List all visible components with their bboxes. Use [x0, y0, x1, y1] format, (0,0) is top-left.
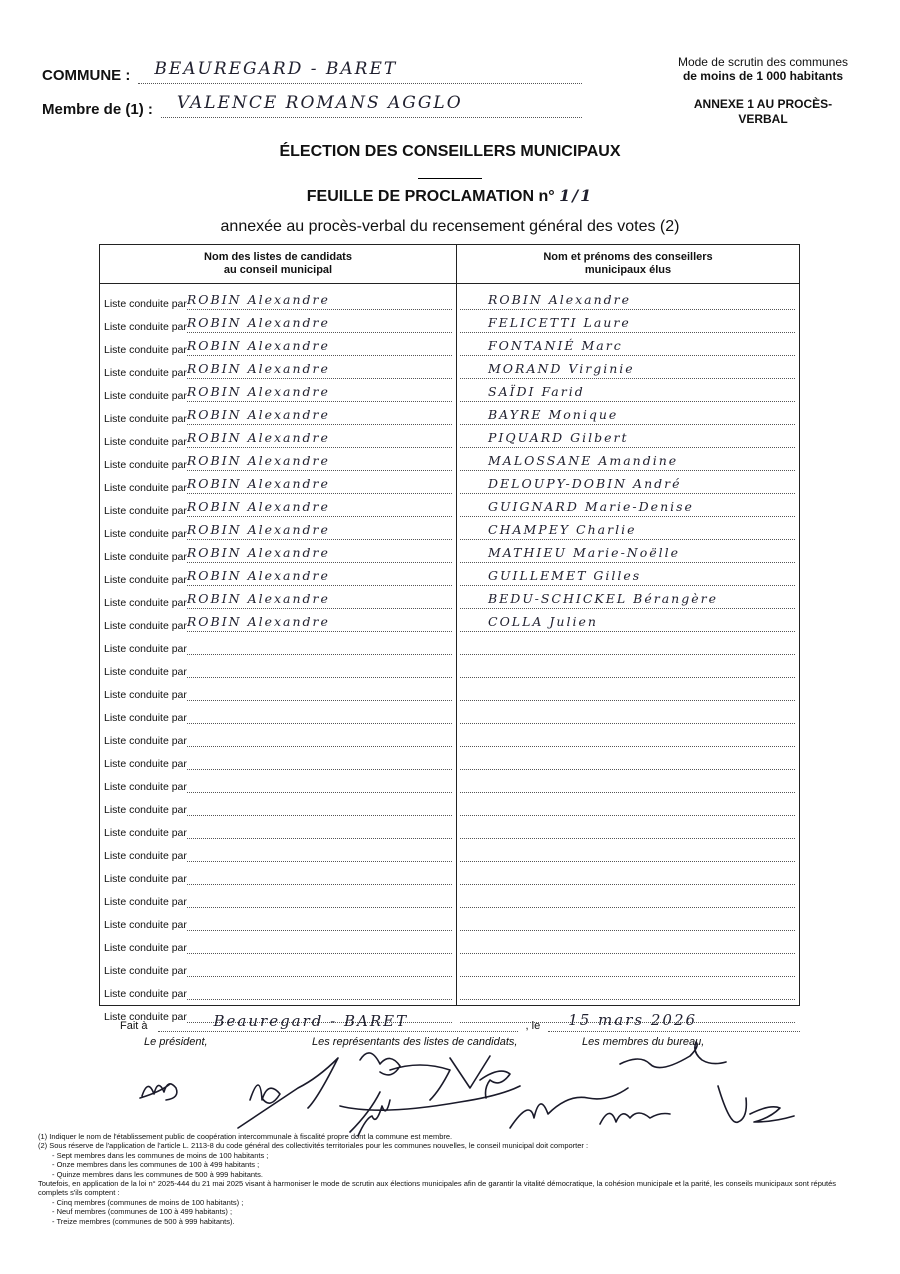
list-head-name	[187, 935, 452, 954]
elected-cell	[456, 912, 799, 931]
list-cell	[100, 475, 456, 494]
list-prefix: Liste conduite par	[104, 344, 187, 356]
elected-cell	[456, 682, 799, 701]
list-prefix: Liste conduite par	[104, 620, 187, 632]
table-row	[100, 402, 799, 425]
annex-line-2: VERBAL	[738, 112, 788, 126]
list-prefix: Liste conduite par	[104, 436, 187, 448]
elected-name	[460, 682, 795, 701]
elected-name	[460, 820, 795, 839]
list-head-name	[187, 774, 452, 793]
representative-signature-6	[600, 1113, 670, 1124]
list-prefix: Liste conduite par	[104, 781, 187, 793]
list-prefix: Liste conduite par	[104, 942, 187, 954]
membre-label: Membre de (1) :	[42, 101, 153, 118]
list-prefix: Liste conduite par	[104, 459, 187, 471]
elected-name: FELICETTI Laure	[460, 314, 795, 333]
list-cell	[100, 337, 456, 356]
commune-value: BEAUREGARD - BARET	[138, 59, 582, 84]
representative-signature-5	[510, 1088, 628, 1128]
table-row	[100, 931, 799, 954]
list-prefix: Liste conduite par	[104, 988, 187, 1000]
list-prefix: Liste conduite par	[104, 321, 187, 333]
elected-name: BEDU-SCHICKEL Bérangère	[460, 590, 795, 609]
footnote-2-item-2: - Onze membres dans les communes de 100 à 499 habitants ;	[52, 1160, 260, 1170]
list-prefix: Liste conduite par	[104, 689, 187, 701]
annex-label	[668, 97, 858, 127]
president-signature	[140, 1084, 177, 1100]
list-cell	[100, 889, 456, 908]
list-cell	[100, 406, 456, 425]
bureau-signature-1	[620, 1042, 726, 1068]
column-header-lists-line-1: Nom des listes de candidats	[204, 251, 352, 263]
elected-name: MATHIEU Marie-Noëlle	[460, 544, 795, 563]
list-head-name: ROBIN Alexandre	[187, 337, 452, 356]
footnotes	[38, 1132, 858, 1226]
list-prefix: Liste conduite par	[104, 965, 187, 977]
proclamation-title	[0, 186, 900, 206]
elected-name	[460, 889, 795, 908]
list-cell	[100, 567, 456, 586]
table-row	[100, 287, 799, 310]
representative-signature-1	[238, 1058, 338, 1128]
list-head-name: ROBIN Alexandre	[187, 360, 452, 379]
table-row	[100, 379, 799, 402]
elected-name: CHAMPEY Charlie	[460, 521, 795, 540]
table-row	[100, 793, 799, 816]
elected-cell	[456, 866, 799, 885]
list-cell	[100, 429, 456, 448]
elected-cell	[456, 383, 799, 402]
elected-cell	[456, 728, 799, 747]
proclamation-number: 1/1	[559, 186, 594, 205]
list-prefix: Liste conduite par	[104, 1011, 187, 1023]
list-head-name	[187, 659, 452, 678]
elected-name: GUILLEMET Gilles	[460, 567, 795, 586]
elected-cell	[456, 291, 799, 310]
representative-signature-4	[450, 1056, 510, 1098]
list-cell	[100, 544, 456, 563]
elected-name: MALOSSANE Amandine	[460, 452, 795, 471]
elected-name	[460, 843, 795, 862]
list-prefix: Liste conduite par	[104, 643, 187, 655]
table-row	[100, 747, 799, 770]
list-cell	[100, 590, 456, 609]
list-cell	[100, 521, 456, 540]
elected-cell	[456, 797, 799, 816]
list-head-name	[187, 682, 452, 701]
list-prefix: Liste conduite par	[104, 413, 187, 425]
list-cell	[100, 452, 456, 471]
elected-cell	[456, 498, 799, 517]
footnote-1: (1) Indiquer le nom de l'établissement public de coopération intercommunale à fiscalité propre dont la commune est membre.	[38, 1132, 453, 1141]
elected-cell	[456, 475, 799, 494]
fait-place: Beauregard - BARET	[158, 1012, 518, 1032]
fait-date: 15 mars 2026	[548, 1011, 800, 1032]
le-label: , le	[525, 1020, 541, 1032]
elected-name	[460, 636, 795, 655]
list-prefix: Liste conduite par	[104, 804, 187, 816]
table-row	[100, 655, 799, 678]
footnote-3: Toutefois, en application de la loi n° 2025-444 du 21 mai 2025 visant à harmoniser le mode de scrutin aux élections municipales afin de garantir la vitalité démocratique, la cohésion municipale et la parité, les conseils municipaux sont réputés complets s'ils comptent :	[38, 1179, 837, 1198]
elected-name	[460, 751, 795, 770]
list-head-name	[187, 820, 452, 839]
list-cell	[100, 682, 456, 701]
list-prefix: Liste conduite par	[104, 735, 187, 747]
list-prefix: Liste conduite par	[104, 758, 187, 770]
column-header-elected	[457, 251, 799, 277]
elected-name	[460, 797, 795, 816]
footnote-3-item-3: - Treize membres (communes de 500 à 999 habitants).	[52, 1216, 235, 1226]
elected-cell	[456, 751, 799, 770]
table-row	[100, 954, 799, 977]
list-head-name	[187, 958, 452, 977]
list-head-name	[187, 889, 452, 908]
list-head-name	[187, 636, 452, 655]
representative-signature-3	[360, 1053, 450, 1100]
list-cell	[100, 636, 456, 655]
list-head-name: ROBIN Alexandre	[187, 567, 452, 586]
elected-cell	[456, 429, 799, 448]
elected-cell	[456, 406, 799, 425]
list-head-name	[187, 705, 452, 724]
list-cell	[100, 912, 456, 931]
list-head-name	[187, 843, 452, 862]
header-right	[668, 55, 858, 127]
elected-cell	[456, 590, 799, 609]
elected-cell	[456, 981, 799, 1000]
bureau-signature-2	[718, 1086, 794, 1122]
annex-line-1: ANNEXE 1 AU PROCÈS-	[693, 97, 833, 111]
table-row	[100, 333, 799, 356]
list-head-name: ROBIN Alexandre	[187, 314, 452, 333]
table-row	[100, 885, 799, 908]
list-head-name: ROBIN Alexandre	[187, 544, 452, 563]
elected-cell	[456, 636, 799, 655]
table-row	[100, 310, 799, 333]
elected-cell	[456, 360, 799, 379]
list-cell	[100, 774, 456, 793]
elected-cell	[456, 521, 799, 540]
list-prefix: Liste conduite par	[104, 666, 187, 678]
mode-line-2: de moins de 1 000 habitants	[682, 69, 844, 83]
column-header-elected-line-2: municipaux élus	[584, 264, 672, 276]
table-row	[100, 678, 799, 701]
list-prefix: Liste conduite par	[104, 298, 187, 310]
list-prefix: Liste conduite par	[104, 896, 187, 908]
list-head-name: ROBIN Alexandre	[187, 429, 452, 448]
table-row	[100, 862, 799, 885]
elected-name	[460, 958, 795, 977]
list-cell	[100, 314, 456, 333]
elected-cell	[456, 958, 799, 977]
column-header-lists	[100, 251, 456, 277]
list-head-name	[187, 751, 452, 770]
elected-cell	[456, 659, 799, 678]
table-rows	[100, 287, 799, 1023]
list-cell	[100, 360, 456, 379]
table-row	[100, 770, 799, 793]
list-cell	[100, 751, 456, 770]
list-head-name: ROBIN Alexandre	[187, 475, 452, 494]
table-row	[100, 517, 799, 540]
list-head-name	[187, 797, 452, 816]
elected-name: ROBIN Alexandre	[460, 291, 795, 310]
elected-cell	[456, 613, 799, 632]
commune-label: COMMUNE :	[42, 67, 131, 84]
list-prefix: Liste conduite par	[104, 367, 187, 379]
fait-label: Fait à	[120, 1020, 148, 1032]
list-prefix: Liste conduite par	[104, 574, 187, 586]
elected-name: DELOUPY-DOBIN André	[460, 475, 795, 494]
elected-name: SAÏDI Farid	[460, 383, 795, 402]
table-row	[100, 908, 799, 931]
membre-row	[42, 84, 582, 118]
column-header-lists-line-2: au conseil municipal	[223, 264, 333, 276]
list-cell	[100, 659, 456, 678]
list-cell	[100, 613, 456, 632]
list-head-name: ROBIN Alexandre	[187, 613, 452, 632]
footnote-2: (2) Sous réserve de l'application de l'article L. 2113-8 du code général des collectivités territoriales pour les communes nouvelles, le conseil municipal doit comporter :	[38, 1141, 589, 1151]
table-row	[100, 724, 799, 747]
table-row	[100, 563, 799, 586]
elected-cell	[456, 314, 799, 333]
elected-cell	[456, 337, 799, 356]
list-head-name: ROBIN Alexandre	[187, 383, 452, 402]
list-cell	[100, 498, 456, 517]
header-left	[42, 50, 582, 118]
table-row	[100, 701, 799, 724]
page-title: ÉLECTION DES CONSEILLERS MUNICIPAUX	[279, 143, 621, 160]
representative-signature-2	[340, 1086, 520, 1136]
elected-name	[460, 705, 795, 724]
elected-cell	[456, 820, 799, 839]
subtitle: annexée au procès-verbal du recensement général des votes (2)	[220, 218, 680, 235]
table-row	[100, 494, 799, 517]
president-label: Le président,	[144, 1036, 208, 1048]
elected-name: PIQUARD Gilbert	[460, 429, 795, 448]
list-head-name: ROBIN Alexandre	[187, 406, 452, 425]
table-row	[100, 977, 799, 1000]
list-prefix: Liste conduite par	[104, 712, 187, 724]
list-cell	[100, 705, 456, 724]
list-head-name	[187, 912, 452, 931]
list-prefix: Liste conduite par	[104, 482, 187, 494]
elected-name	[460, 866, 795, 885]
table-row	[100, 609, 799, 632]
table-row	[100, 816, 799, 839]
list-head-name	[187, 866, 452, 885]
table-row	[100, 448, 799, 471]
representants-label: Les représentants des listes de candidats,	[312, 1036, 518, 1048]
membre-value: VALENCE ROMANS AGGLO	[161, 93, 582, 118]
table-row	[100, 839, 799, 862]
list-cell	[100, 935, 456, 954]
elected-name	[460, 774, 795, 793]
table-row	[100, 356, 799, 379]
elected-cell	[456, 567, 799, 586]
footnote-3-item-1: - Cinq membres (communes de moins de 100 habitants) ;	[52, 1197, 244, 1207]
header-rule	[100, 283, 799, 284]
list-cell	[100, 728, 456, 747]
list-cell	[100, 843, 456, 862]
table-row	[100, 586, 799, 609]
list-prefix: Liste conduite par	[104, 919, 187, 931]
elected-name: BAYRE Monique	[460, 406, 795, 425]
elected-name	[460, 981, 795, 1000]
list-head-name: ROBIN Alexandre	[187, 590, 452, 609]
list-prefix: Liste conduite par	[104, 850, 187, 862]
table-row	[100, 632, 799, 655]
list-head-name: ROBIN Alexandre	[187, 521, 452, 540]
mode-line-1: Mode de scrutin des communes	[677, 55, 849, 69]
list-head-name	[187, 981, 452, 1000]
elected-name	[460, 728, 795, 747]
elected-name	[460, 659, 795, 678]
list-prefix: Liste conduite par	[104, 390, 187, 402]
table-row	[100, 471, 799, 494]
column-header-elected-line-1: Nom et prénoms des conseillers	[543, 251, 713, 263]
list-head-name: ROBIN Alexandre	[187, 452, 452, 471]
list-prefix: Liste conduite par	[104, 597, 187, 609]
footnote-2-item-1: - Sept membres dans les communes de moins de 100 habitants ;	[52, 1150, 269, 1160]
list-cell	[100, 291, 456, 310]
list-prefix: Liste conduite par	[104, 505, 187, 517]
list-head-name	[187, 728, 452, 747]
fait-line	[120, 1008, 800, 1032]
elected-name: MORAND Virginie	[460, 360, 795, 379]
elected-name	[460, 912, 795, 931]
list-head-name: ROBIN Alexandre	[187, 291, 452, 310]
membres-label: Les membres du bureau,	[582, 1036, 705, 1048]
list-cell	[100, 866, 456, 885]
elected-name	[460, 935, 795, 954]
footnote-3-item-2: - Neuf membres (communes de 100 à 499 habitants) ;	[52, 1207, 233, 1217]
elected-cell	[456, 843, 799, 862]
signatures-area	[120, 1040, 800, 1140]
footnote-2-item-3: - Quinze membres dans les communes de 500 à 999 habitants.	[52, 1169, 263, 1179]
table-row	[100, 540, 799, 563]
list-cell	[100, 820, 456, 839]
list-cell	[100, 981, 456, 1000]
list-prefix: Liste conduite par	[104, 873, 187, 885]
elected-name: GUIGNARD Marie-Denise	[460, 498, 795, 517]
elected-cell	[456, 544, 799, 563]
elected-cell	[456, 452, 799, 471]
title-rule	[418, 178, 482, 179]
elected-cell	[456, 935, 799, 954]
proclamation-prefix: FEUILLE DE PROCLAMATION n°	[306, 188, 555, 205]
list-prefix: Liste conduite par	[104, 528, 187, 540]
elected-name: FONTANIÉ Marc	[460, 337, 795, 356]
elected-cell	[456, 705, 799, 724]
list-cell	[100, 383, 456, 402]
table-row	[100, 425, 799, 448]
elected-name: COLLA Julien	[460, 613, 795, 632]
commune-row	[42, 50, 582, 84]
list-prefix: Liste conduite par	[104, 827, 187, 839]
elected-cell	[456, 889, 799, 908]
elected-cell	[456, 774, 799, 793]
list-cell	[100, 797, 456, 816]
list-prefix: Liste conduite par	[104, 551, 187, 563]
list-head-name: ROBIN Alexandre	[187, 498, 452, 517]
list-cell	[100, 958, 456, 977]
